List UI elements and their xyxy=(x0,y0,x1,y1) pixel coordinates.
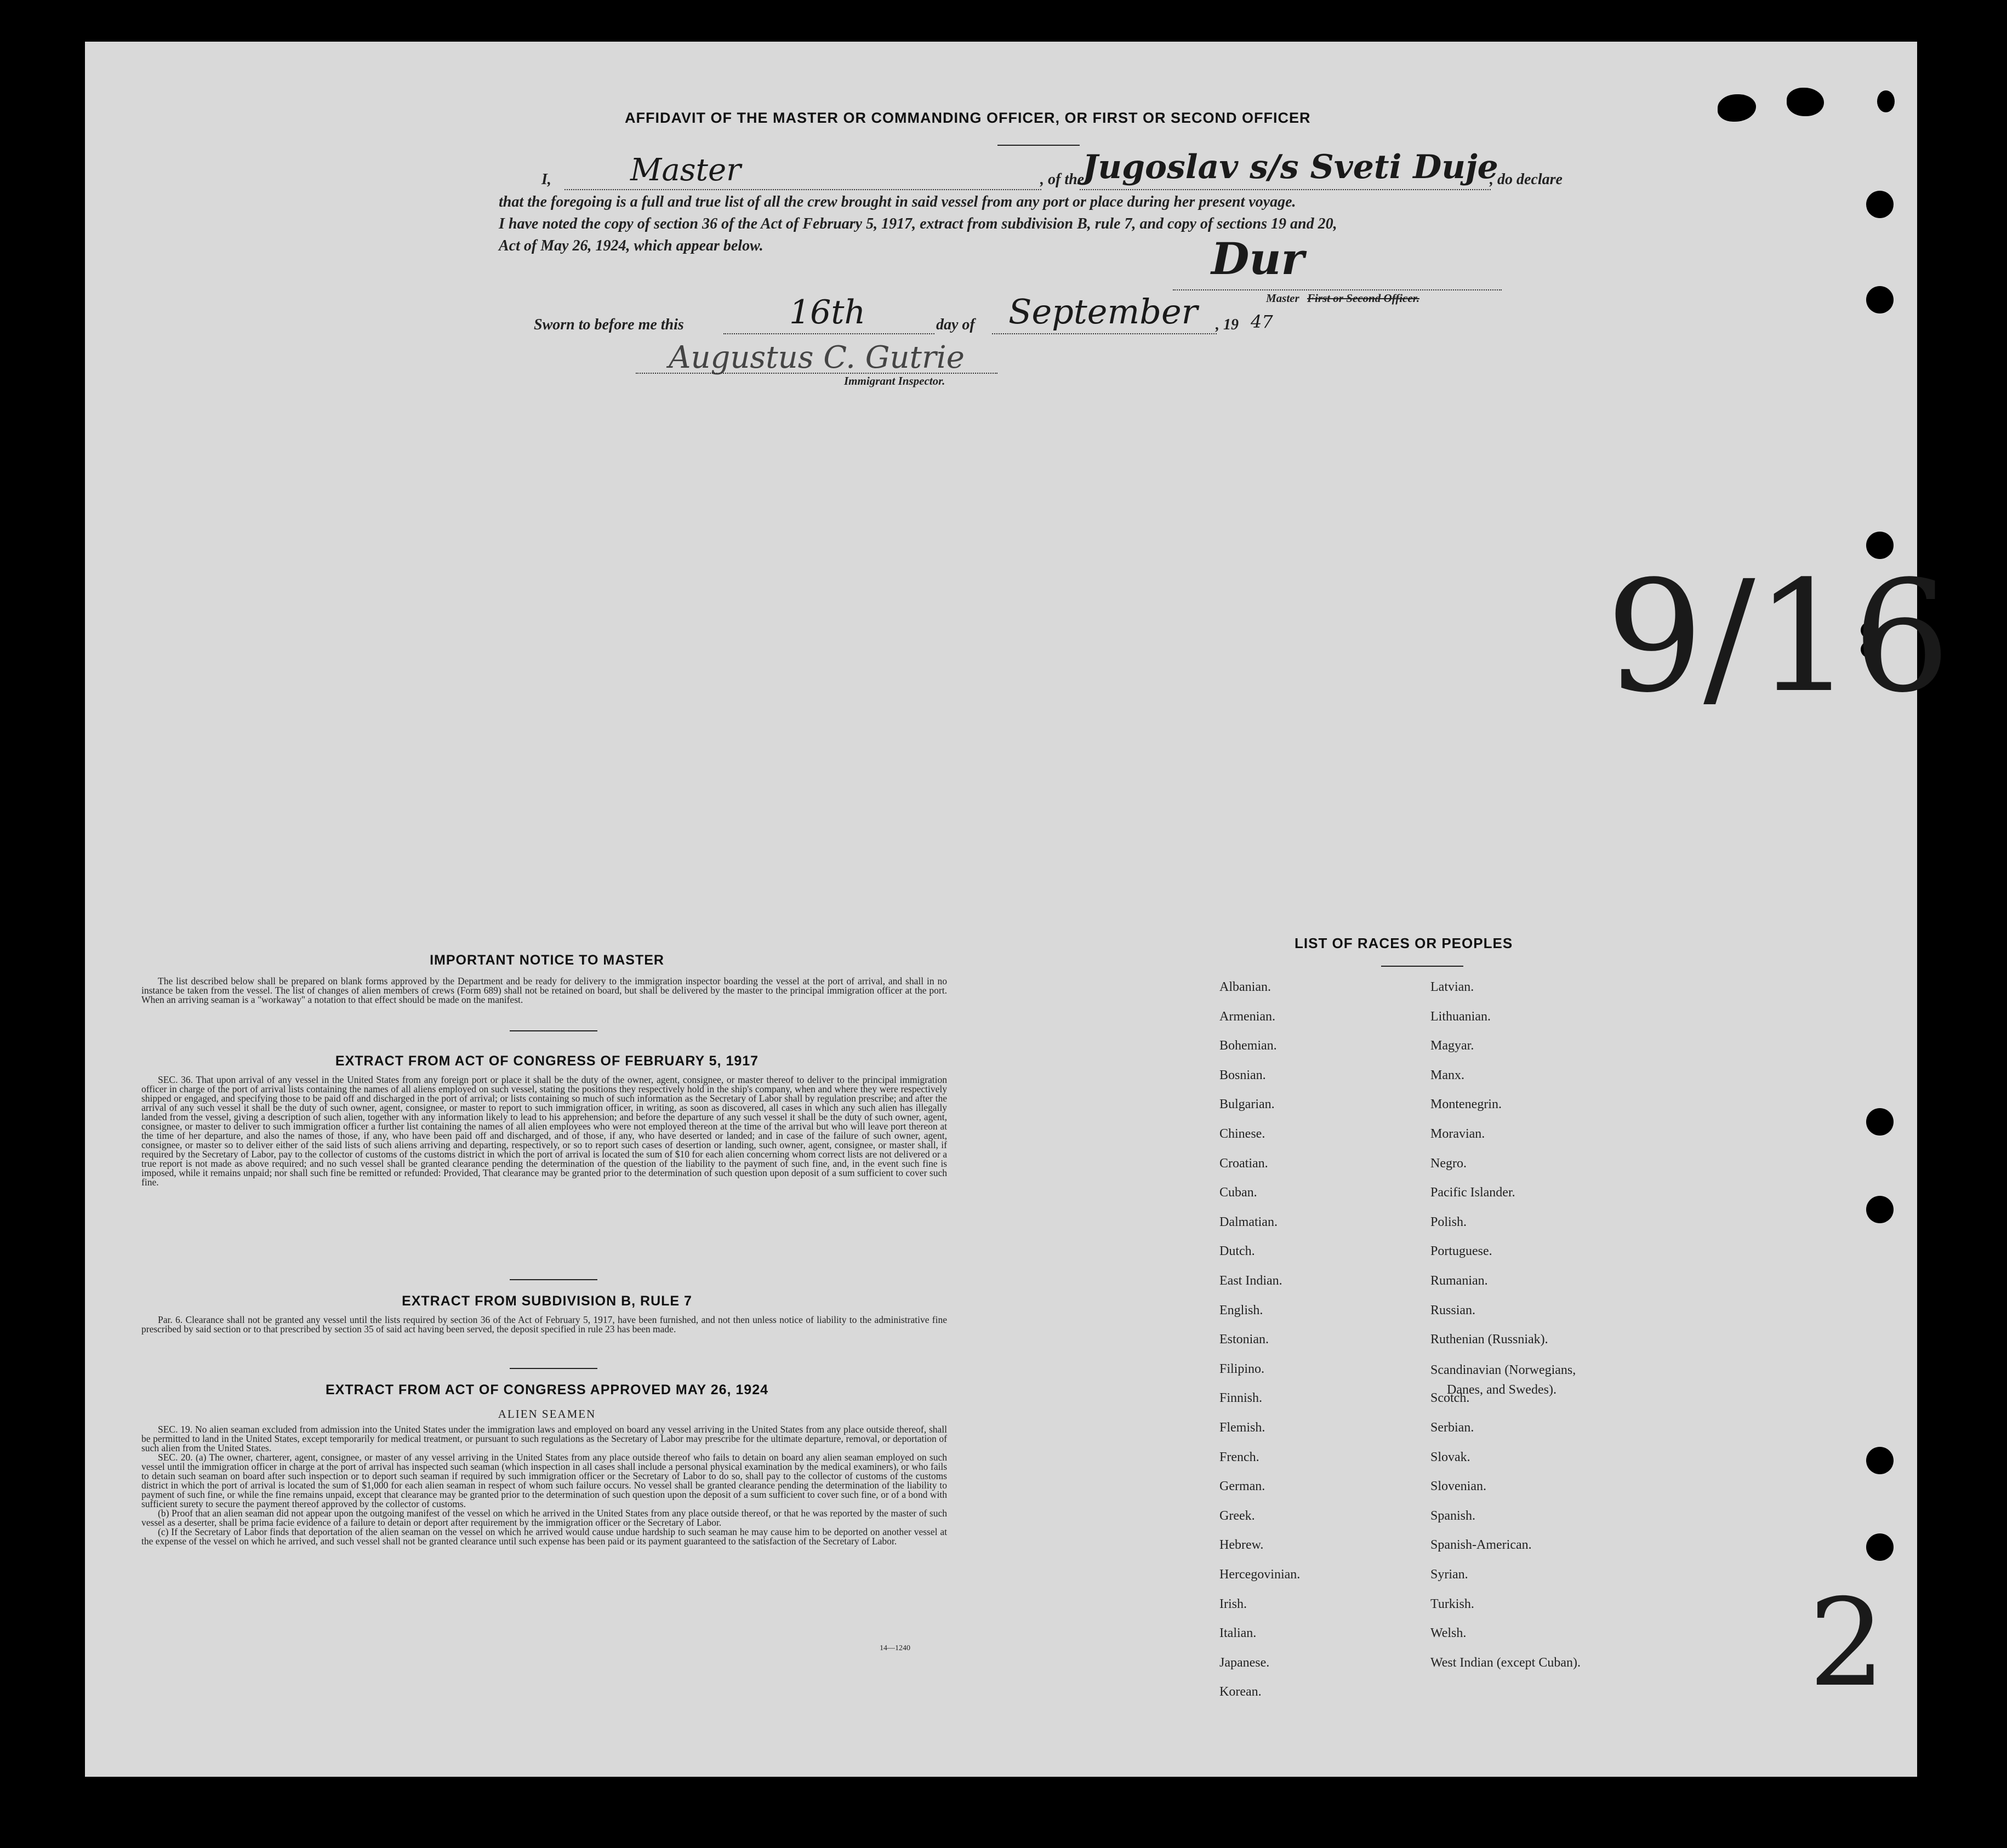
race-right-item: West Indian (except Cuban). xyxy=(1430,1655,1581,1670)
race-left-item: Irish. xyxy=(1219,1596,1247,1611)
race-left-item: Japanese. xyxy=(1219,1655,1270,1670)
punch-hole xyxy=(1866,1108,1894,1136)
punch-hole xyxy=(1866,286,1894,313)
sworn-prefix: Sworn to before me this xyxy=(534,316,684,333)
signature-caption-master: Master xyxy=(1266,292,1299,305)
race-right-item: Montenegrin. xyxy=(1430,1097,1502,1112)
race-right-item: Polish. xyxy=(1430,1214,1467,1229)
race-left-item: Armenian. xyxy=(1219,1009,1275,1024)
notice-text xyxy=(141,977,947,1005)
race-right-item: Pacific Islander. xyxy=(1430,1185,1515,1200)
race-right-item: Scandinavian (Norwegians, xyxy=(1430,1363,1576,1378)
sworn-year-prefix: , 19 xyxy=(1216,316,1239,333)
race-left-item: Greek. xyxy=(1219,1508,1255,1523)
corner-number-mark: 2 xyxy=(1809,1573,1885,1713)
inspector-signature: Augustus C. Gutrie xyxy=(669,340,965,375)
sec-20c-paragraph: (c) If the Secretary of Labor finds that deportation of the alien seaman on the vessel on which he arrived would cause undue hardship to such seaman he may cause him to be deported on another vessel at the expense of the vessel on which he arrived, and such vessel shall not be granted clearance until such expense has been paid or its payment guaranteed to the satisfaction of the Secretary of Labor. xyxy=(141,1526,947,1547)
race-right-item: Welsh. xyxy=(1430,1626,1467,1641)
affidavit-line-4: Act of May 26, 1924, which appear below. xyxy=(499,237,763,254)
race-left-item: Italian. xyxy=(1219,1626,1257,1641)
title-divider xyxy=(997,145,1080,146)
punch-hole xyxy=(1866,1533,1894,1561)
sec-20a-paragraph: SEC. 20. (a) The owner, charterer, agent, consignee, or master of any vessel arriving in the United States from any place outside thereof who fails to detain on board any alien seaman employed on such vessel until the immigration officer in charge at the port of arrival has inspected such seaman (which inspection in all cases shall include a personal physical examination by the medical examiners), or who fails to detain such seaman on board after such inspection or to deport such seaman if required by such immigration officer or the Secretary of Labor to do so, shall pay to the collector of customs of the customs district in which the port of arrival is located the sum of $1,000 for each alien seaman in respect of whom such failure occurs. No vessel shall be granted clearance pending the determination of the liability to payment of such fine, or while the fine remains unpaid, except that clearance may be granted prior to the determination of such question upon the deposit of a sum sufficient to cover such fine, or of a bond with sufficient surety to secure the payment thereof approved by the collector of customs. xyxy=(141,1452,947,1509)
affidavit-of-the: , of the xyxy=(1040,171,1085,188)
race-right-item: Serbian. xyxy=(1430,1421,1474,1435)
extract-1917-title: EXTRACT FROM ACT OF CONGRESS OF FEBRUARY 5, 1917 xyxy=(335,1053,759,1069)
race-left-item: Cuban. xyxy=(1219,1185,1257,1200)
race-left-item: Finnish. xyxy=(1219,1391,1263,1406)
race-right-item: Portuguese. xyxy=(1430,1244,1492,1259)
affidavit-title: AFFIDAVIT OF THE MASTER OR COMMANDING OFFICER, OR FIRST OR SECOND OFFICER xyxy=(625,110,1311,126)
signature-line xyxy=(1173,289,1502,290)
race-left-item: Bohemian. xyxy=(1219,1039,1277,1053)
subdivision-b-text xyxy=(141,1315,947,1334)
race-left-item: Hebrew. xyxy=(1219,1538,1264,1553)
handwritten-date-mark: 9/16 xyxy=(1606,548,1951,727)
race-left-item: Albanian. xyxy=(1219,980,1271,994)
punch-hole xyxy=(1866,1196,1894,1223)
day-line xyxy=(723,333,934,334)
inspector-line xyxy=(636,373,997,374)
affidavit-line-2: that the foregoing is a full and true list of all the crew brought in said vessel from any port or place during her present voyage. xyxy=(499,193,1296,210)
affidavit-prefix: I, xyxy=(541,171,551,188)
month-line xyxy=(992,333,1217,334)
punch-hole xyxy=(1866,191,1894,218)
sec-19-paragraph: SEC. 19. No alien seaman excluded from admission into the United States under the immigration laws and employed on board any vessel arriving in the United States from any place outside thereof, shall be permitted to land in the United States, except temporarily for medical treatment, or pursuant to such regulations as the Secretary of Labor may prescribe for the ultimate departure, removal, or deportation of such alien from the United States. xyxy=(141,1424,947,1453)
sworn-day-of: day of xyxy=(936,316,975,333)
race-left-item: Dutch. xyxy=(1219,1244,1255,1259)
race-left-item: Chinese. xyxy=(1219,1127,1265,1141)
extract-1924-title: EXTRACT FROM ACT OF CONGRESS APPROVED MAY 26, 1924 xyxy=(325,1382,769,1398)
notice-paragraph: The list described below shall be prepared on blank forms approved by the Department and be ready for delivery to the immigration inspector boarding the vessel at the port of arrival, and shall in no instance be taken from the vessel. The list of changes of alien members of crews (Form 689) shall not be retained on board, but shall be delivered by the master to the principal immigration officer at the port. When an arriving seaman is a "workaway" a notation to that effect should be made on the manifest. xyxy=(141,976,947,1005)
subdivision-b-paragraph: Par. 6. Clearance shall not be granted any vessel until the lists required by section 36 of the Act of February 5, 1917, have been furnished, and not then unless notice of liability to the administrative fine prescribed by said section or to that prescribed by section 35 of said act having been served, the deposit specified in rule 23 has been made. xyxy=(141,1314,947,1334)
signature-caption-struck: First or Second Officer. xyxy=(1307,292,1419,305)
race-right-item: Syrian. xyxy=(1430,1567,1468,1582)
race-right-item: Spanish. xyxy=(1430,1508,1476,1523)
race-left-item: Flemish. xyxy=(1219,1421,1265,1435)
race-left-item: Hercegovinian. xyxy=(1219,1567,1301,1582)
race-left-item: Korean. xyxy=(1219,1685,1262,1699)
master-handwritten: Master xyxy=(630,152,741,188)
vessel-handwritten: Jugoslav s/s Sveti Duje xyxy=(1082,148,1498,186)
section-divider xyxy=(510,1030,597,1031)
race-right-item: Slovak. xyxy=(1430,1450,1470,1464)
race-right-item: Ruthenian (Russniak). xyxy=(1430,1332,1548,1347)
extract-1917-text xyxy=(141,1075,947,1187)
notice-title: IMPORTANT NOTICE TO MASTER xyxy=(430,952,664,968)
race-right-item: Scotch. xyxy=(1430,1391,1470,1406)
race-right-item: Rumanian. xyxy=(1430,1274,1488,1288)
race-left-item: East Indian. xyxy=(1219,1274,1282,1288)
race-right-item: Slovenian. xyxy=(1430,1479,1486,1494)
extract-1924-subtitle: ALIEN SEAMEN xyxy=(498,1407,596,1421)
subdivision-b-title: EXTRACT FROM SUBDIVISION B, RULE 7 xyxy=(402,1293,692,1309)
sec-20b-paragraph: (b) Proof that an alien seaman did not appear upon the outgoing manifest of the vessel on which he arrived in the United States from any place outside thereof, or that he was reported by the master of such vessel as a deserter, shall be prima facie evidence of a failure to detain or deport after requirement by the immigration officer or the Secretary of Labor. xyxy=(141,1508,947,1528)
section-divider xyxy=(510,1279,597,1280)
races-title-divider xyxy=(1381,966,1463,967)
race-right-item: Lithuanian. xyxy=(1430,1009,1491,1024)
race-right-item: Spanish-American. xyxy=(1430,1538,1532,1553)
form-number: 14—1240 xyxy=(880,1644,910,1652)
sworn-month-handwritten: September xyxy=(1008,292,1198,332)
race-left-item: Filipino. xyxy=(1219,1361,1265,1376)
ink-blot xyxy=(1877,90,1895,112)
extract-1917-paragraph: SEC. 36. That upon arrival of any vessel in the United States from any foreign port or place it shall be the duty of the owner, agent, consignee, or master thereof to deliver to the principal immigration officer in charge of the port of arrival lists containing the names of all aliens employed on such vessel, stating the positions they respectively hold in the ship's company, when and where they were respectively shipped or engaged, and specifying those to be paid off and discharged in the port of arrival; or lists containing so much of such information as the Secretary of Labor shall by regulation prescribe; and after the arrival of any such vessel it shall be the duty of such owner, agent, consignee, or master to report to such immigration officer, in writing, as soon as discovered, all cases in which any such alien has illegally landed from the vessel, giving a description of such alien, together with any information likely to lead to his apprehension; and before the departure of any such vessel it shall be the duty of such owner, agent, consignee, or master to deliver to such immigration officer a further list containing the names of all alien employees who were not employed thereon at the time of the arrival but who will leave port thereon at the time of her departure, and also the names of those, if any, who have been paid off and discharged, and of those, if any, who have deserted or landed; and in case of the failure of such owner, agent, consignee, or master so to deliver either of the said lists of such aliens arriving and departing, respectively, or so to report such cases of desertion or landing, such owner, agent, consignee, or master shall, if required by the Secretary of Labor, pay to the collector of customs of the customs district in which the port of arrival is located the sum of $10 for each alien concerning whom correct lists are not delivered or a true report is not made as above required; and no such vessel shall be granted clearance pending the determination of the question of the liability to the payment of such fine, and, in the event such fine is imposed, while it remains unpaid; nor shall such fine be remitted or refunded: Provided, That clearance may be granted prior to the determination of such question upon deposit of a sum sufficient to cover such fine. xyxy=(141,1074,947,1188)
name-line xyxy=(565,189,1041,190)
extract-1924-text xyxy=(141,1425,947,1546)
race-right-item: Negro. xyxy=(1430,1156,1467,1171)
punch-hole xyxy=(1866,1447,1894,1474)
affidavit-line-3: I have noted the copy of section 36 of the Act of February 5, 1917, extract from subdivision B, rule 7, and copy of sections 19 and 20, xyxy=(499,215,1337,232)
race-left-item: Croatian. xyxy=(1219,1156,1268,1171)
affidavit-do-declare: , do declare xyxy=(1490,171,1563,188)
race-left-item: French. xyxy=(1219,1450,1259,1464)
race-right-item: Danes, and Swedes). xyxy=(1447,1383,1556,1398)
races-title: LIST OF RACES OR PEOPLES xyxy=(1295,935,1513,951)
race-left-item: Bulgarian. xyxy=(1219,1097,1275,1112)
inspector-caption: Immigrant Inspector. xyxy=(844,374,945,387)
race-right-item: Turkish. xyxy=(1430,1596,1474,1611)
race-right-item: Manx. xyxy=(1430,1068,1464,1082)
race-right-item: Magyar. xyxy=(1430,1039,1474,1053)
race-left-item: Bosnian. xyxy=(1219,1068,1266,1082)
master-signature: Dur xyxy=(1211,233,1304,284)
ink-blot xyxy=(1787,88,1824,116)
vessel-line xyxy=(1080,189,1491,190)
race-right-item: Latvian. xyxy=(1430,980,1474,994)
section-divider xyxy=(510,1368,597,1369)
race-left-item: Estonian. xyxy=(1219,1332,1269,1347)
sworn-year-handwritten: 47 xyxy=(1251,311,1273,332)
race-left-item: Dalmatian. xyxy=(1219,1214,1278,1229)
race-right-item: Moravian. xyxy=(1430,1127,1485,1141)
race-left-item: German. xyxy=(1219,1479,1265,1494)
sworn-day-handwritten: 16th xyxy=(789,293,866,332)
race-right-item: Russian. xyxy=(1430,1303,1476,1317)
race-left-item: English. xyxy=(1219,1303,1263,1317)
